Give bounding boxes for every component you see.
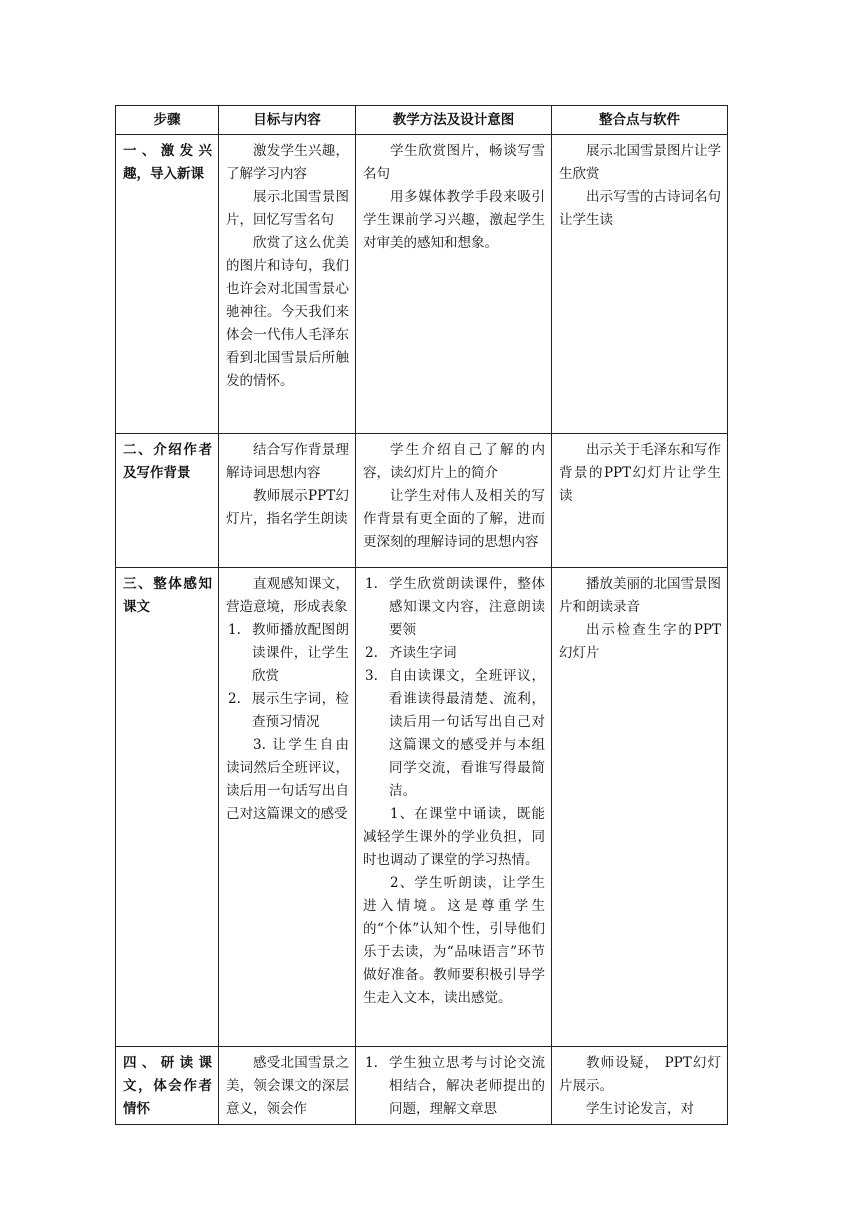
step-cell: 四、研读课文，体会作者情怀 <box>116 1047 219 1125</box>
tool-paragraph: 展示北国雪景图片让学生欣赏 <box>559 143 721 182</box>
goal-cell <box>219 135 356 434</box>
tool-cell <box>552 568 728 1047</box>
tool-paragraph: 教师设疑， PPT幻灯片展示。 <box>559 1055 721 1094</box>
table-row <box>116 434 728 568</box>
step-cell: 三、整体感知课文 <box>116 568 219 1047</box>
list-item: 2. 齐读生字词 <box>365 645 457 661</box>
tool-paragraph: 出示关于毛泽东和写作背景的PPT幻灯片让学生读 <box>559 442 721 504</box>
tool-paragraph: 播放美丽的北国雪景图片和朗读录音 <box>559 576 721 615</box>
goal-paragraph: 展示北国雪景图片，回忆写雪名句 <box>226 189 349 228</box>
list-item: 1. 学生欣赏朗读课件，整体感知课文内容，注意朗读要领 <box>365 576 545 638</box>
goal-cell <box>219 568 356 1047</box>
table-row <box>116 135 728 434</box>
goal-paragraph: 激发学生兴趣，了解学习内容 <box>226 143 349 182</box>
method-cell <box>356 1047 552 1125</box>
goal-cell <box>219 434 356 568</box>
method-cell <box>356 135 552 434</box>
method-paragraph: 学生欣赏图片，畅谈写雪名句 <box>363 143 545 182</box>
goal-paragraph: 结合写作背景理解诗词思想内容 <box>226 442 349 481</box>
table-row <box>116 1047 728 1125</box>
goal-paragraph: 欣赏了这么优美的图片和诗句，我们也许会对北国雪景心驰神往。今天我们来体会一代伟人毛泽东看到北国雪景后所触发的情怀。 <box>226 235 349 389</box>
tool-cell <box>552 1047 728 1125</box>
goal-list <box>226 619 349 734</box>
tool-paragraph: 学生讨论发言，对 <box>586 1101 694 1117</box>
method-list <box>363 1052 545 1121</box>
goal-paragraph: 感受北国雪景之美，领会课文的深层意义，领会作 <box>226 1055 349 1117</box>
header-method: 教学方法及设计意图 <box>356 106 552 135</box>
list-item: 1. 教师播放配图朗读课件，让学生欣赏 <box>228 622 349 684</box>
tool-cell <box>552 434 728 568</box>
goal-paragraph: 直观感知课文，营造意境，形成表象 <box>226 576 349 615</box>
list-item: 2. 展示生字词，检查预习情况 <box>228 691 349 730</box>
method-cell <box>356 568 552 1047</box>
method-paragraph: 让学生对伟人及相关的写作背景有更全面的了解，进而更深刻的理解诗词的思想内容 <box>363 488 545 550</box>
goal-cell <box>219 1047 356 1125</box>
method-list <box>363 573 545 803</box>
step-cell: 二、介绍作者及写作背景 <box>116 434 219 568</box>
tool-paragraph: 出示写雪的古诗词名句让学生读 <box>559 189 721 228</box>
step-cell: 一、激发兴趣，导入新课 <box>116 135 219 434</box>
method-paragraph: 学生介绍自己了解的内容，读幻灯片上的简介 <box>363 442 545 481</box>
method-paragraph: 2、学生听朗读，让学生进入情境。这是尊重学生的“个体”认知个性，引导他们乐于去读，为“品味语言”环节做好准备。教师要积极引导学生走入文本，读出感觉。 <box>363 875 545 1006</box>
method-paragraph: 用多媒体教学手段来吸引学生课前学习兴趣，激起学生对审美的感知和想象。 <box>363 189 545 251</box>
header-goal: 目标与内容 <box>219 106 356 135</box>
goal-paragraph: 3. 让学生自由读词然后全班评议，读后用一句话写出自己对这篇课文的感受 <box>226 737 349 822</box>
list-item: 3. 自由读课文，全班评议，看谁读得最清楚、流利，读后用一句话写出自己对这篇课文的感受并与本组同学交流，看谁写得最简洁。 <box>365 668 545 799</box>
lesson-plan-table <box>115 105 728 1125</box>
tool-paragraph: 出示检查生字的PPT幻灯片 <box>559 622 721 661</box>
header-step: 步骤 <box>116 106 219 135</box>
method-paragraph: 1、在课堂中诵读，既能减轻学生课外的学业负担，同时也调动了课堂的学习热情。 <box>363 806 545 868</box>
table-header-row <box>116 106 728 135</box>
table-row <box>116 568 728 1047</box>
list-item: 1. 学生独立思考与讨论交流相结合，解决老师提出的问题，理解文章思 <box>365 1055 545 1117</box>
tool-cell <box>552 135 728 434</box>
method-cell <box>356 434 552 568</box>
goal-paragraph: 教师展示PPT幻灯片，指名学生朗读 <box>226 488 349 527</box>
header-tool: 整合点与软件 <box>552 106 728 135</box>
